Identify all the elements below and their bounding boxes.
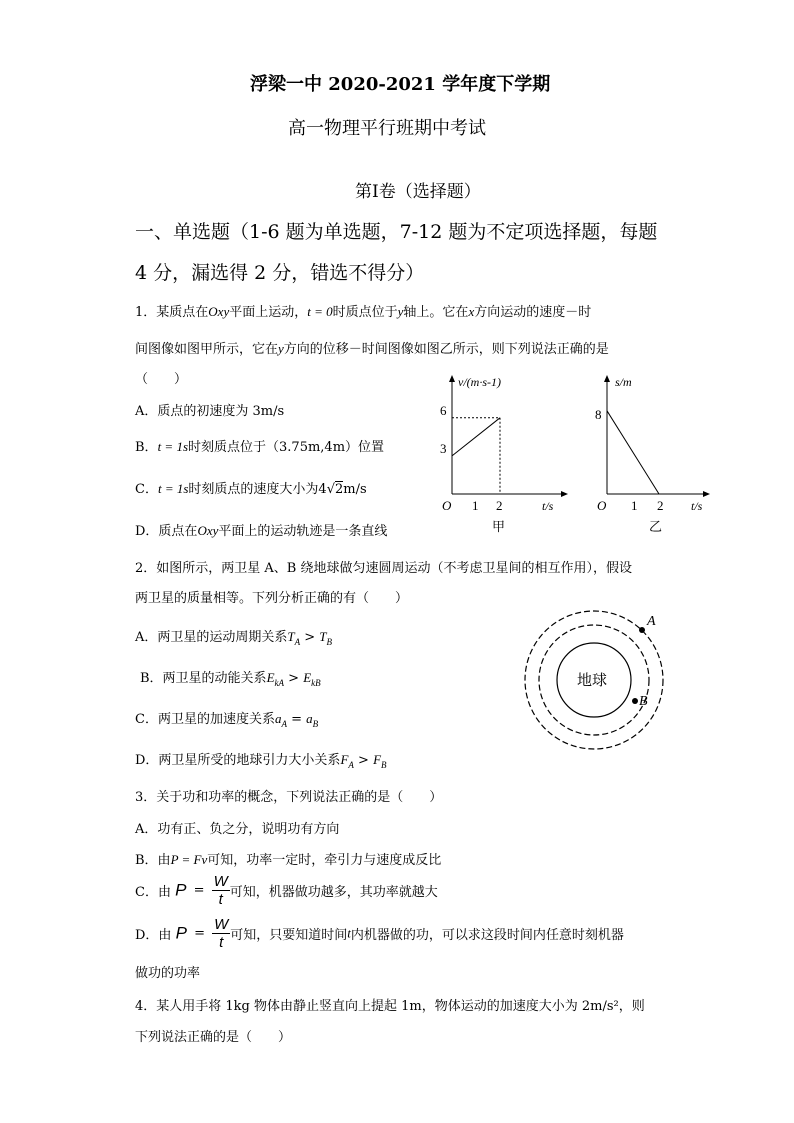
q3-d-fraction: $\frac{W}{t}$	[214, 916, 229, 951]
chart-yi-ylabel: s/m	[615, 375, 632, 389]
satellite-b-label: B	[639, 694, 648, 709]
q2-option-b: B．两卫星的动能关系$E_{kA} > E_{kB}$	[140, 670, 321, 688]
chart-jia-title: 甲	[492, 519, 506, 534]
q2-option-c: C．两卫星的加速度关系$a_A = a_B$	[135, 711, 319, 729]
q1-option-b: B．t = 1s时刻质点位于（3.75m,4m）位置	[135, 439, 385, 455]
q1-option-c: C．t = 1s时刻质点的速度大小为4√2m/s	[135, 481, 367, 497]
satellite-orbit-figure	[515, 605, 675, 765]
q1-blank: （ ）	[135, 372, 188, 387]
chart-jia-ytick-3: 3	[440, 441, 447, 456]
chart-jia-xtick-2: 2	[496, 498, 503, 513]
chart-yi-ytick-8: 8	[595, 407, 602, 422]
q1-stem-line1: 1．某质点在Oxy平面上运动，t = 0时质点位于y轴上。它在x方向运动的速度－时	[135, 304, 592, 320]
q4-stem-line1: 4．某人用手将 1kg 物体由静止竖直向上提起 1m，物体运动的加速度大小为 2m/s²，则	[135, 999, 645, 1014]
q1-stem-line2: 间图像如图甲所示，它在y方向的位移－时间图像如图乙所示，则下列说法正确的是	[135, 341, 609, 357]
q1-option-d: D．质点在Oxy平面上的运动轨迹是一条直线	[135, 523, 388, 539]
chart-jia-x-arrow	[561, 491, 568, 497]
chart-jia	[430, 368, 575, 538]
satellite-b	[632, 698, 638, 704]
chart-yi-xtick-1: 1	[631, 498, 638, 513]
part-heading-line1: 一、单选题（1-6 题为单选题，7-12 题为不定项选择题，每题	[135, 221, 658, 243]
q2-option-a: A．两卫星的运动周期关系$T_A > T_B$	[135, 629, 333, 647]
chart-yi-title: 乙	[649, 519, 663, 534]
chart-yi-y-arrow	[604, 375, 610, 382]
q3-option-c: C．由 P = $\frac{W}{t}$ 可知，机器做功越多，其功率就越大	[135, 873, 438, 908]
chart-jia-xtick-1: 1	[472, 498, 479, 513]
q2-option-d: D．两卫星所受的地球引力大小关系$F_A > F_B$	[135, 752, 387, 770]
part-heading-line2: 4 分，漏选得 2 分，错选不得分）	[135, 262, 425, 284]
chart-yi	[585, 368, 720, 538]
satellite-a	[639, 627, 645, 633]
chart-jia-xtick-0: O	[442, 498, 452, 513]
q4-stem-line2: 下列说法正确的是（ ）	[135, 1030, 292, 1045]
earth-label: 地球	[577, 673, 608, 689]
chart-yi-xlabel: t/s	[691, 499, 703, 513]
q3-option-a: A．功有正、负之分，说明功有方向	[135, 822, 340, 837]
chart-jia-series-line	[452, 418, 500, 456]
chart-jia-ylabel: v/(m·s-1)	[458, 375, 501, 389]
chart-yi-series-line	[607, 411, 659, 494]
q3-c-fraction: $\frac{W}{t}$	[213, 873, 228, 908]
school-title: 浮梁一中 2020-2021 学年度下学期	[250, 74, 551, 95]
q3-option-d-line2: 做功的功率	[135, 966, 201, 981]
chart-yi-xtick-2: 2	[657, 498, 664, 513]
q2-stem-line1: 2．如图所示，两卫星 A、B 绕地球做匀速圆周运动（不考虑卫星间的相互作用），假设	[135, 561, 632, 576]
chart-jia-ytick-6: 6	[440, 403, 447, 418]
q3-option-d: D．由 P = $\frac{W}{t}$ 可知，只要知道时间t内机器做的功，可以求这段时间内任意时刻机器	[135, 916, 624, 951]
chart-jia-y-arrow	[449, 375, 455, 382]
q3-stem: 3．关于功和功率的概念，下列说法正确的是（ ）	[135, 790, 443, 805]
exam-title: 高一物理平行班期中考试	[288, 118, 486, 139]
chart-yi-xtick-0: O	[597, 498, 607, 513]
q1-option-a: A．质点的初速度为 3m/s	[135, 404, 285, 419]
satellite-a-label: A	[647, 614, 656, 629]
q3-option-b: B．由P = Fv可知，功率一定时，牵引力与速度成反比	[135, 852, 442, 868]
chart-yi-x-arrow	[703, 491, 710, 497]
chart-jia-xlabel: t/s	[542, 499, 554, 513]
section-title: 第Ⅰ卷（选择题）	[355, 182, 481, 202]
q2-stem-line2: 两卫星的质量相等。下列分析正确的有（ ）	[135, 591, 409, 606]
